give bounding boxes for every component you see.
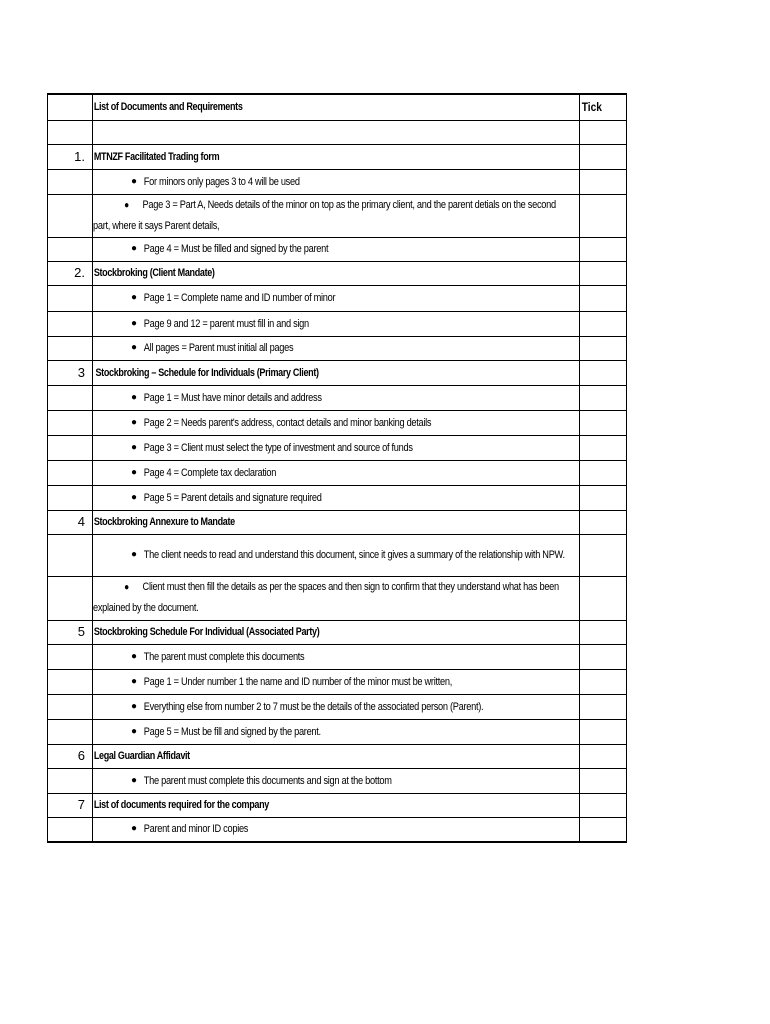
tick-box[interactable] [580, 237, 627, 261]
section-number: 1. [48, 144, 93, 169]
item-cell [93, 169, 580, 194]
empty-number-cell [48, 694, 93, 719]
bullet-icon: ● [131, 441, 138, 453]
item-row [48, 485, 627, 510]
item-text: Page 4 = Must be filled and signed by the parent [143, 243, 329, 255]
empty-number-cell [48, 817, 93, 842]
section-row [48, 144, 627, 169]
bullet-icon: ● [131, 725, 138, 737]
item-cell [93, 435, 580, 460]
empty-number-cell [48, 669, 93, 694]
section-row [48, 360, 627, 385]
empty-number-cell [48, 311, 93, 336]
tick-box[interactable] [580, 620, 627, 644]
item-cell [93, 311, 580, 336]
section-title-cell [93, 620, 580, 644]
section-row [48, 744, 627, 768]
tick-box[interactable] [580, 360, 627, 385]
bullet-icon: ● [131, 774, 138, 786]
requirements-table [47, 93, 627, 843]
tick-box[interactable] [580, 485, 627, 510]
blank-cell [580, 120, 627, 144]
item-cell [93, 669, 580, 694]
empty-number-cell [48, 460, 93, 485]
bullet-icon: ● [131, 549, 138, 560]
item-row [48, 385, 627, 410]
item-row [48, 435, 627, 460]
bullet-icon: ● [131, 317, 138, 329]
item-text: Everything else from number 2 to 7 must be the details of the associated person (Parent). [143, 700, 484, 713]
item-cell [93, 768, 580, 793]
tick-box[interactable] [580, 534, 627, 576]
item-row [48, 285, 627, 311]
tick-box[interactable] [580, 336, 627, 360]
section-title: Stockbroking – Schedule for Individuals (Primary Client) [95, 366, 319, 379]
bullet-icon: ● [131, 292, 138, 303]
bullet-icon: ● [124, 199, 129, 211]
section-title-cell [93, 744, 580, 768]
item-text: Page 3 = Part A, Needs details of the minor on top as the primary client, and the parent detials on the second part, where it says Parent details, [93, 198, 556, 232]
item-text: Page 2 = Needs parent's address, contact details and minor banking details [143, 416, 432, 429]
item-row [48, 460, 627, 485]
tick-box[interactable] [580, 410, 627, 435]
item-text: Parent and minor ID copies [143, 823, 249, 836]
section-title-cell [93, 144, 580, 169]
tick-box[interactable] [580, 768, 627, 793]
tick-box[interactable] [580, 311, 627, 336]
bullet-icon: ● [131, 416, 138, 428]
item-row [48, 534, 627, 576]
empty-number-cell [48, 385, 93, 410]
tick-box[interactable] [580, 169, 627, 194]
item-row [48, 237, 627, 261]
item-text: Page 9 and 12 = parent must fill in and sign [143, 317, 309, 330]
section-title: MTNZF Facilitated Trading form [93, 150, 220, 163]
tick-box[interactable] [580, 644, 627, 669]
item-cell [93, 817, 580, 842]
item-text: The client needs to read and understand this document, since it gives a summary of the relationship with NPW. [143, 549, 565, 561]
tick-box[interactable] [580, 719, 627, 744]
item-text: Page 1 = Under number 1 the name and ID number of the minor must be written, [143, 675, 452, 688]
item-cell [93, 385, 580, 410]
section-title: Stockbroking Schedule For Individual (Associated Party) [93, 626, 320, 638]
item-text: The parent must complete this documents and sign at the bottom [143, 774, 392, 787]
item-text: For minors only pages 3 to 4 will be used [143, 175, 300, 188]
item-cell [93, 237, 580, 261]
item-row [48, 817, 627, 842]
tick-box[interactable] [580, 510, 627, 534]
section-row [48, 620, 627, 644]
bullet-icon: ● [131, 391, 138, 403]
item-row [48, 194, 627, 237]
header-tick-cell [580, 94, 627, 120]
section-title: Stockbroking Annexure to Mandate [93, 516, 235, 528]
empty-number-cell [48, 768, 93, 793]
bullet-icon: ● [131, 342, 138, 353]
tick-box[interactable] [580, 385, 627, 410]
empty-number-cell [48, 485, 93, 510]
item-cell [93, 194, 580, 237]
item-row [48, 169, 627, 194]
bullet-icon: ● [131, 491, 138, 503]
section-title-cell [93, 360, 580, 385]
item-row [48, 644, 627, 669]
section-number: 4 [48, 510, 93, 534]
empty-number-cell [48, 336, 93, 360]
item-cell [93, 410, 580, 435]
bullet-icon: ● [131, 243, 138, 254]
requirements-table-body [48, 94, 627, 842]
item-row [48, 719, 627, 744]
tick-box[interactable] [580, 817, 627, 842]
item-row [48, 669, 627, 694]
blank-cell [93, 120, 580, 144]
section-title-cell [93, 261, 580, 285]
item-text: Page 1 = Complete name and ID number of minor [143, 292, 336, 304]
header-number-cell [48, 94, 93, 120]
section-number: 2. [48, 261, 93, 285]
tick-box[interactable] [580, 793, 627, 817]
empty-number-cell [48, 237, 93, 261]
bullet-icon: ● [131, 700, 138, 712]
tick-box[interactable] [580, 460, 627, 485]
bullet-icon: ● [131, 650, 138, 662]
item-cell [93, 576, 580, 620]
empty-number-cell [48, 644, 93, 669]
empty-number-cell [48, 576, 93, 620]
tick-box[interactable] [580, 435, 627, 460]
item-text: The parent must complete this documents [143, 650, 305, 663]
header-row [48, 94, 627, 120]
item-cell [93, 719, 580, 744]
section-row [48, 261, 627, 285]
item-row [48, 768, 627, 793]
tick-box[interactable] [580, 285, 627, 311]
section-number: 3 [48, 360, 93, 385]
header-tick: Tick [581, 99, 602, 114]
item-text: Page 5 = Must be fill and signed by the parent. [143, 725, 321, 738]
section-row [48, 793, 627, 817]
bullet-icon: ● [131, 175, 138, 187]
tick-box[interactable] [580, 144, 627, 169]
tick-box[interactable] [580, 576, 627, 620]
empty-number-cell [48, 435, 93, 460]
item-cell [93, 694, 580, 719]
section-number: 7 [48, 793, 93, 817]
item-cell [93, 485, 580, 510]
item-text: All pages = Parent must initial all pages [143, 342, 294, 354]
section-title: Legal Guardian Affidavit [93, 750, 190, 762]
section-title-cell [93, 793, 580, 817]
tick-box[interactable] [580, 669, 627, 694]
tick-box[interactable] [580, 744, 627, 768]
item-text: Page 5 = Parent details and signature required [143, 491, 322, 504]
section-number: 6 [48, 744, 93, 768]
item-text: Page 1 = Must have minor details and address [143, 391, 322, 404]
empty-number-cell [48, 194, 93, 237]
section-row [48, 510, 627, 534]
item-row [48, 410, 627, 435]
tick-box[interactable] [580, 261, 627, 285]
item-row [48, 311, 627, 336]
section-title: Stockbroking (Client Mandate) [93, 267, 215, 279]
blank-row [48, 120, 627, 144]
item-row [48, 694, 627, 719]
item-row [48, 576, 627, 620]
blank-cell [48, 120, 93, 144]
tick-box[interactable] [580, 694, 627, 719]
item-cell [93, 336, 580, 360]
empty-number-cell [48, 410, 93, 435]
section-title: List of documents required for the company [93, 799, 269, 811]
bullet-icon: ● [131, 675, 138, 687]
header-title: List of Documents and Requirements [93, 101, 243, 114]
bullet-icon: ● [124, 581, 129, 593]
empty-number-cell [48, 169, 93, 194]
item-text: Page 4 = Complete tax declaration [143, 466, 277, 479]
empty-number-cell [48, 285, 93, 311]
bullet-icon: ● [131, 466, 138, 478]
tick-box[interactable] [580, 194, 627, 237]
item-cell [93, 285, 580, 311]
empty-number-cell [48, 719, 93, 744]
bullet-icon: ● [131, 823, 138, 835]
section-title-cell [93, 510, 580, 534]
header-title-cell [93, 94, 580, 120]
item-cell [93, 460, 580, 485]
item-row [48, 336, 627, 360]
section-number: 5 [48, 620, 93, 644]
item-text: Page 3 = Client must select the type of investment and source of funds [143, 441, 413, 454]
item-cell [93, 534, 580, 576]
item-text: Client must then fill the details as per the spaces and then sign to confirm that they understand what has been explained by the document. [93, 580, 559, 614]
item-cell [93, 644, 580, 669]
empty-number-cell [48, 534, 93, 576]
